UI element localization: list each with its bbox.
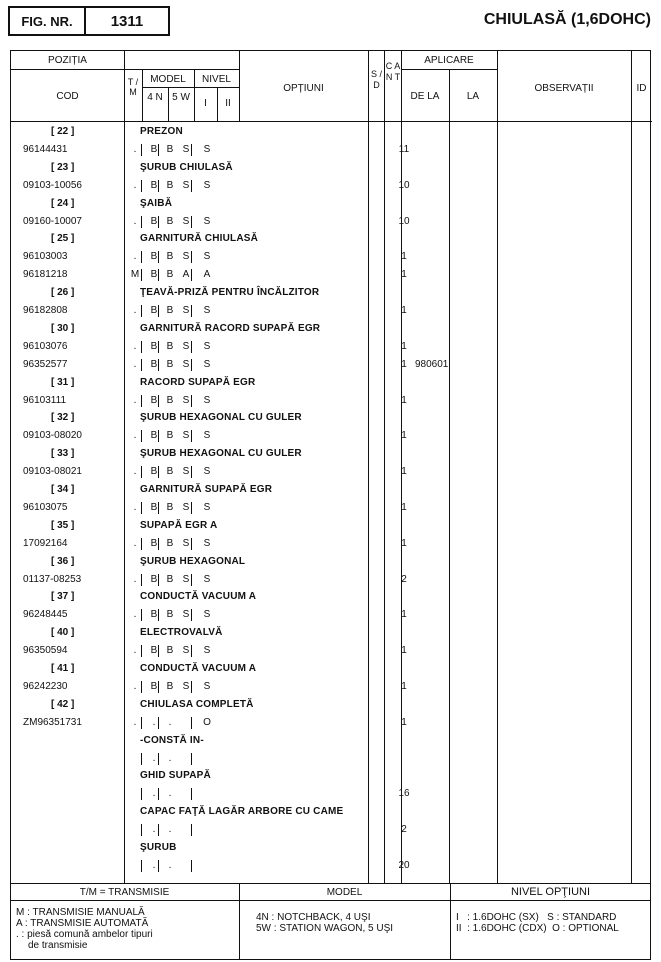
cell-separator [158, 180, 159, 192]
nivel-2-cell: S [203, 645, 211, 657]
cell-separator [141, 538, 142, 550]
quantity: 1 [401, 340, 407, 352]
cell-separator [158, 395, 159, 407]
nivel-1-cell: A [182, 269, 190, 281]
model-4n-cell: B [150, 430, 158, 442]
model-5w-cell: B [166, 502, 174, 513]
cell-separator [191, 359, 192, 371]
model-5w-cell: B [166, 537, 174, 549]
part-code: 01137-08253 [23, 573, 82, 585]
cell-separator [191, 860, 192, 872]
nivel-1-cell: S [182, 305, 190, 317]
part-description: PREZON [140, 126, 183, 137]
model-4n-cell: B [150, 251, 158, 263]
nivel-1-cell: S [182, 358, 190, 370]
divider [124, 51, 125, 884]
part-description: RACORD SUPAPĂ EGR [140, 376, 256, 388]
cell-separator [141, 645, 142, 657]
part-code: 96103003 [23, 251, 68, 263]
header-cant: C A N T [385, 61, 401, 82]
part-description: -CONSTĂ IN- [140, 734, 204, 746]
header-model-4n: 4 N [147, 92, 163, 103]
part-description: GARNITURĂ CHIULASĂ [140, 233, 259, 245]
position-number: [ 37 ] [51, 591, 75, 603]
nivel-2-cell: A [203, 269, 211, 281]
quantity: 1 [401, 251, 407, 263]
cell-separator [141, 216, 142, 228]
part-code: 96103111 [23, 394, 67, 406]
tm-cell: . [133, 573, 137, 585]
quantity: 2 [401, 573, 407, 585]
cell-separator [141, 753, 142, 765]
model-5w-cell: B [166, 681, 174, 692]
quantity: 2 [401, 824, 407, 836]
header-nivel-2: II [225, 98, 231, 109]
nivel-2-cell: S [203, 340, 211, 352]
cell-separator [158, 251, 159, 263]
nivel-1-cell: S [182, 502, 190, 513]
position-number: [ 36 ] [51, 555, 75, 567]
quantity: 11 [398, 144, 410, 155]
legend-model-4n: 4N : NOTCHBACK, 4 UŞI [256, 912, 371, 923]
model-4n-cell: B [150, 215, 158, 227]
parts-table [10, 50, 651, 960]
cell-separator [141, 609, 142, 621]
cell-separator [158, 305, 159, 317]
cell-separator [141, 341, 142, 353]
cell-separator [141, 824, 142, 836]
nivel-1-cell: S [182, 573, 190, 585]
part-code: 09160-10007 [23, 215, 82, 227]
part-code: ZM96351731 [23, 716, 82, 728]
cell-separator [191, 645, 192, 657]
position-number: [ 25 ] [51, 233, 75, 245]
cell-separator [158, 359, 159, 371]
model-5w-cell: B [166, 305, 174, 317]
model-5w-cell: B [166, 340, 174, 352]
header-optiuni: OPȚIUNI [283, 83, 324, 94]
part-description: CHIULASA COMPLETĂ [140, 698, 254, 710]
part-code: 09103-10056 [23, 179, 82, 191]
part-code: 96352577 [23, 358, 68, 370]
cell-separator [141, 251, 142, 263]
position-number: [ 40 ] [51, 627, 75, 639]
position-number: [ 22 ] [51, 126, 75, 137]
model-4n-cell: B [150, 305, 158, 317]
nivel-2-cell: S [203, 537, 211, 549]
cell-separator [141, 717, 142, 729]
quantity: 1 [401, 430, 407, 442]
cell-separator [191, 753, 192, 765]
cell-separator [141, 788, 142, 800]
nivel-1-cell: S [182, 215, 190, 227]
divider [449, 69, 450, 884]
model-4n-cell: B [150, 144, 158, 155]
model-4n-cell: B [150, 645, 158, 657]
position-number: [ 42 ] [51, 698, 75, 710]
model-4n-cell: B [150, 502, 158, 513]
part-description: ŞAIBĂ [140, 197, 173, 209]
part-description: ŞURUB HEXAGONAL [140, 555, 246, 567]
figure-label: FIG. NR. [10, 8, 86, 34]
tm-cell: . [133, 681, 137, 692]
model-5w-cell: B [166, 573, 174, 585]
model-4n-cell: B [150, 358, 158, 370]
legend-tm-title: T/M = TRANSMISIE [79, 887, 170, 898]
part-description: ŞURUB [140, 842, 177, 853]
tm-cell: M [130, 269, 140, 281]
cell-separator [158, 681, 159, 693]
divider [11, 69, 239, 70]
cell-separator [191, 717, 192, 729]
nivel-2-cell: S [203, 394, 211, 406]
cell-separator [141, 305, 142, 317]
tm-cell: . [133, 466, 137, 478]
nivel-1-cell: S [182, 466, 190, 478]
divider [168, 87, 169, 121]
model-5w-cell: B [166, 609, 174, 621]
header-cod: COD [56, 91, 79, 102]
nivel-2-cell: S [203, 305, 211, 317]
quantity: 1 [401, 716, 407, 728]
part-code: 96181218 [23, 269, 68, 281]
nivel-2-cell: S [203, 251, 211, 263]
model-4n-cell: . [152, 788, 156, 800]
divider [142, 87, 239, 88]
position-number: [ 33 ] [51, 448, 75, 460]
cell-separator [141, 466, 142, 478]
model-4n-cell: . [152, 752, 156, 764]
cell-separator [141, 860, 142, 872]
position-number: [ 23 ] [51, 161, 75, 173]
quantity: 1 [401, 358, 407, 370]
tm-cell: . [133, 251, 137, 263]
part-code: 09103-08021 [23, 466, 82, 478]
quantity: 1 [401, 609, 407, 621]
cell-separator [191, 341, 192, 353]
header-nivel-1: I [204, 98, 207, 109]
part-description: SUPAPĂ EGR A [140, 519, 218, 531]
cell-separator [158, 466, 159, 478]
model-4n-cell: . [152, 824, 156, 836]
part-description: ŢEAVĂ-PRIZĂ PENTRU ÎNCĂLZITOR [140, 287, 320, 299]
nivel-1-cell: S [182, 681, 190, 692]
legend-tm-common: . : piesă comună ambelor tipuri [16, 929, 153, 940]
header-tm: T / M [127, 77, 139, 97]
cell-separator [191, 466, 192, 478]
cell-separator [191, 502, 192, 514]
header-pozitia: POZIȚIA [48, 55, 87, 66]
nivel-2-cell: S [203, 466, 211, 478]
tm-cell: . [133, 144, 137, 155]
nivel-2-cell: S [203, 215, 211, 227]
model-5w-cell: B [166, 179, 174, 191]
tm-cell: . [133, 215, 137, 227]
cell-separator [158, 341, 159, 353]
cell-separator [191, 144, 192, 156]
figure-number-box [8, 6, 170, 36]
cell-separator [191, 574, 192, 586]
quantity: 10 [398, 179, 410, 191]
part-description: GARNITURĂ RACORD SUPAPĂ EGR [140, 322, 321, 334]
part-code: 96242230 [23, 681, 68, 692]
legend-tm-auto: A : TRANSMISIE AUTOMATĂ [16, 918, 149, 929]
model-5w-cell: B [166, 394, 174, 406]
part-code: 96144431 [23, 144, 68, 155]
cell-separator [141, 502, 142, 514]
tm-cell: . [133, 394, 137, 406]
position-number: [ 24 ] [51, 197, 75, 209]
cell-separator [141, 430, 142, 442]
part-description: GHID SUPAPĂ [140, 770, 211, 782]
legend-nivel-title: NIVEL OPŢIUNI [510, 886, 591, 898]
tm-cell: . [133, 537, 137, 549]
model-4n-cell: . [152, 860, 156, 871]
cell-separator [158, 824, 159, 836]
part-code: 17092164 [23, 537, 68, 549]
cell-separator [158, 645, 159, 657]
part-description: CONDUCTĂ VACUUM A [140, 591, 257, 603]
legend-tm-common-2: de transmisie [28, 940, 88, 951]
model-5w-cell: . [168, 752, 172, 764]
tm-cell: . [133, 609, 137, 621]
quantity: 1 [401, 466, 407, 478]
nivel-1-cell: S [182, 430, 190, 442]
nivel-1-cell: S [182, 340, 190, 352]
page-title: CHIULASĂ (1,6DOHC) [483, 11, 651, 28]
divider [10, 883, 651, 884]
position-number: [ 35 ] [51, 519, 75, 531]
cell-separator [141, 681, 142, 693]
model-5w-cell: B [166, 215, 174, 227]
nivel-2-cell: S [203, 573, 211, 585]
model-5w-cell: B [166, 466, 174, 478]
position-number: [ 34 ] [51, 484, 75, 495]
model-5w-cell: B [166, 430, 174, 442]
nivel-2-cell: S [203, 609, 211, 621]
legend-nivel-2: II : 1.6DOHC (CDX) O : OPTIONAL [456, 923, 619, 934]
model-4n-cell: B [150, 573, 158, 585]
cell-separator [191, 251, 192, 263]
model-5w-cell: B [166, 358, 174, 370]
legend-footer [10, 883, 651, 960]
model-4n-cell: B [150, 269, 158, 281]
cell-separator [158, 753, 159, 765]
cell-separator [141, 144, 142, 156]
model-4n-cell: . [152, 716, 156, 728]
legend-model-title: MODEL [326, 887, 363, 898]
header-id: ID [636, 83, 647, 94]
model-5w-cell: . [168, 860, 172, 871]
nivel-2-cell: S [203, 358, 211, 370]
model-4n-cell: B [150, 179, 158, 191]
model-4n-cell: B [150, 537, 158, 549]
model-5w-cell: . [168, 824, 172, 836]
cell-separator [158, 574, 159, 586]
cell-separator [158, 269, 159, 281]
quantity: 20 [398, 860, 410, 871]
tm-cell: . [133, 358, 137, 370]
cell-separator [158, 538, 159, 550]
part-code: 09103-08020 [23, 430, 82, 442]
divider [11, 121, 652, 122]
part-code: 96103075 [23, 502, 68, 513]
model-5w-cell: . [168, 788, 172, 800]
part-code: 96182808 [23, 305, 68, 317]
nivel-2-cell: S [203, 502, 211, 513]
divider [631, 51, 632, 884]
part-code: 96350594 [23, 645, 68, 657]
model-4n-cell: B [150, 340, 158, 352]
tm-cell: . [133, 340, 137, 352]
tm-cell: . [133, 179, 137, 191]
divider [384, 51, 385, 884]
tm-cell: . [133, 716, 137, 728]
cell-separator [141, 359, 142, 371]
quantity: 16 [398, 788, 410, 800]
figure-number: 1311 [110, 12, 144, 30]
nivel-2-cell: S [203, 681, 211, 692]
model-4n-cell: B [150, 394, 158, 406]
cell-separator [141, 574, 142, 586]
cell-separator [191, 395, 192, 407]
nivel-2-cell: S [203, 144, 211, 155]
tm-cell: . [133, 645, 137, 657]
nivel-1-cell: S [182, 144, 190, 155]
nivel-1-cell: S [182, 179, 190, 191]
legend-model-5w: 5W : STATION WAGON, 5 UŞI [256, 923, 394, 934]
cell-separator [191, 269, 192, 281]
model-5w-cell: B [166, 144, 174, 155]
model-5w-cell: B [166, 251, 174, 263]
part-description: GARNITURĂ SUPAPĂ EGR [140, 484, 273, 495]
cell-separator [158, 502, 159, 514]
part-description: ŞURUB CHIULASĂ [140, 161, 233, 173]
cell-separator [158, 609, 159, 621]
header-de-la: DE LA [410, 91, 440, 102]
divider [401, 69, 497, 70]
quantity: 1 [401, 681, 407, 692]
nivel-2-cell: O [203, 716, 211, 728]
divider [497, 51, 498, 884]
part-description: ELECTROVALVĂ [140, 627, 223, 639]
cell-separator [191, 538, 192, 550]
tm-cell: . [133, 430, 137, 442]
part-description: ŞURUB HEXAGONAL CU GULER [140, 448, 302, 460]
nivel-1-cell: S [182, 251, 190, 263]
tm-cell: . [133, 305, 137, 317]
cell-separator [141, 269, 142, 281]
cell-separator [191, 788, 192, 800]
cell-separator [191, 430, 192, 442]
header-model-5w: 5 W [172, 92, 190, 103]
header-sd: S / D [370, 69, 382, 90]
nivel-2-cell: S [203, 430, 211, 442]
model-4n-cell: B [150, 466, 158, 478]
nivel-1-cell: S [182, 645, 190, 657]
part-description: CAPAC FAŢĂ LAGĂR ARBORE CU CAME [140, 806, 344, 818]
cell-separator [158, 216, 159, 228]
position-number: [ 31 ] [51, 376, 75, 388]
cell-separator [158, 144, 159, 156]
legend-nivel-1: I : 1.6DOHC (SX) S : STANDARD [456, 912, 617, 923]
legend-tm-manual: M : TRANSMISIE MANUALĂ [16, 907, 145, 918]
position-number: [ 32 ] [51, 412, 75, 424]
cell-separator [158, 717, 159, 729]
cell-separator [191, 609, 192, 621]
quantity: 1 [401, 502, 407, 513]
position-number: [ 26 ] [51, 287, 75, 299]
cell-separator [191, 180, 192, 192]
cell-separator [191, 216, 192, 228]
quantity: 1 [401, 537, 407, 549]
nivel-1-cell: S [182, 537, 190, 549]
header-nivel: NIVEL [202, 74, 231, 85]
quantity: 1 [401, 645, 407, 657]
cell-separator [158, 788, 159, 800]
model-4n-cell: B [150, 681, 158, 692]
cell-separator [191, 681, 192, 693]
part-description: CONDUCTĂ VACUUM A [140, 663, 257, 674]
cell-separator [141, 395, 142, 407]
part-code: 96103076 [23, 340, 68, 352]
cell-separator [158, 430, 159, 442]
quantity: 10 [398, 215, 410, 227]
divider [10, 900, 651, 901]
quantity: 1 [401, 394, 407, 406]
header-observatii: OBSERVAȚII [534, 83, 594, 94]
header-aplicare: APLICARE [424, 55, 474, 66]
model-5w-cell: . [168, 716, 172, 728]
position-number: [ 41 ] [51, 663, 75, 674]
position-number: [ 30 ] [51, 322, 75, 334]
model-5w-cell: B [166, 269, 174, 281]
tm-cell: . [133, 502, 137, 513]
model-5w-cell: B [166, 645, 174, 657]
divider [368, 51, 369, 884]
part-code: 96248445 [23, 609, 68, 621]
quantity: 1 [401, 269, 407, 281]
nivel-1-cell: S [182, 394, 190, 406]
applied-from: 980601 [415, 358, 449, 370]
cell-separator [191, 824, 192, 836]
part-description: ŞURUB HEXAGONAL CU GULER [140, 412, 302, 424]
cell-separator [191, 305, 192, 317]
quantity: 1 [401, 305, 407, 317]
cell-separator [158, 860, 159, 872]
model-4n-cell: B [150, 609, 158, 621]
header-la: LA [466, 91, 480, 102]
nivel-2-cell: S [203, 179, 211, 191]
nivel-1-cell: S [182, 609, 190, 621]
header-model: MODEL [150, 74, 186, 85]
cell-separator [141, 180, 142, 192]
